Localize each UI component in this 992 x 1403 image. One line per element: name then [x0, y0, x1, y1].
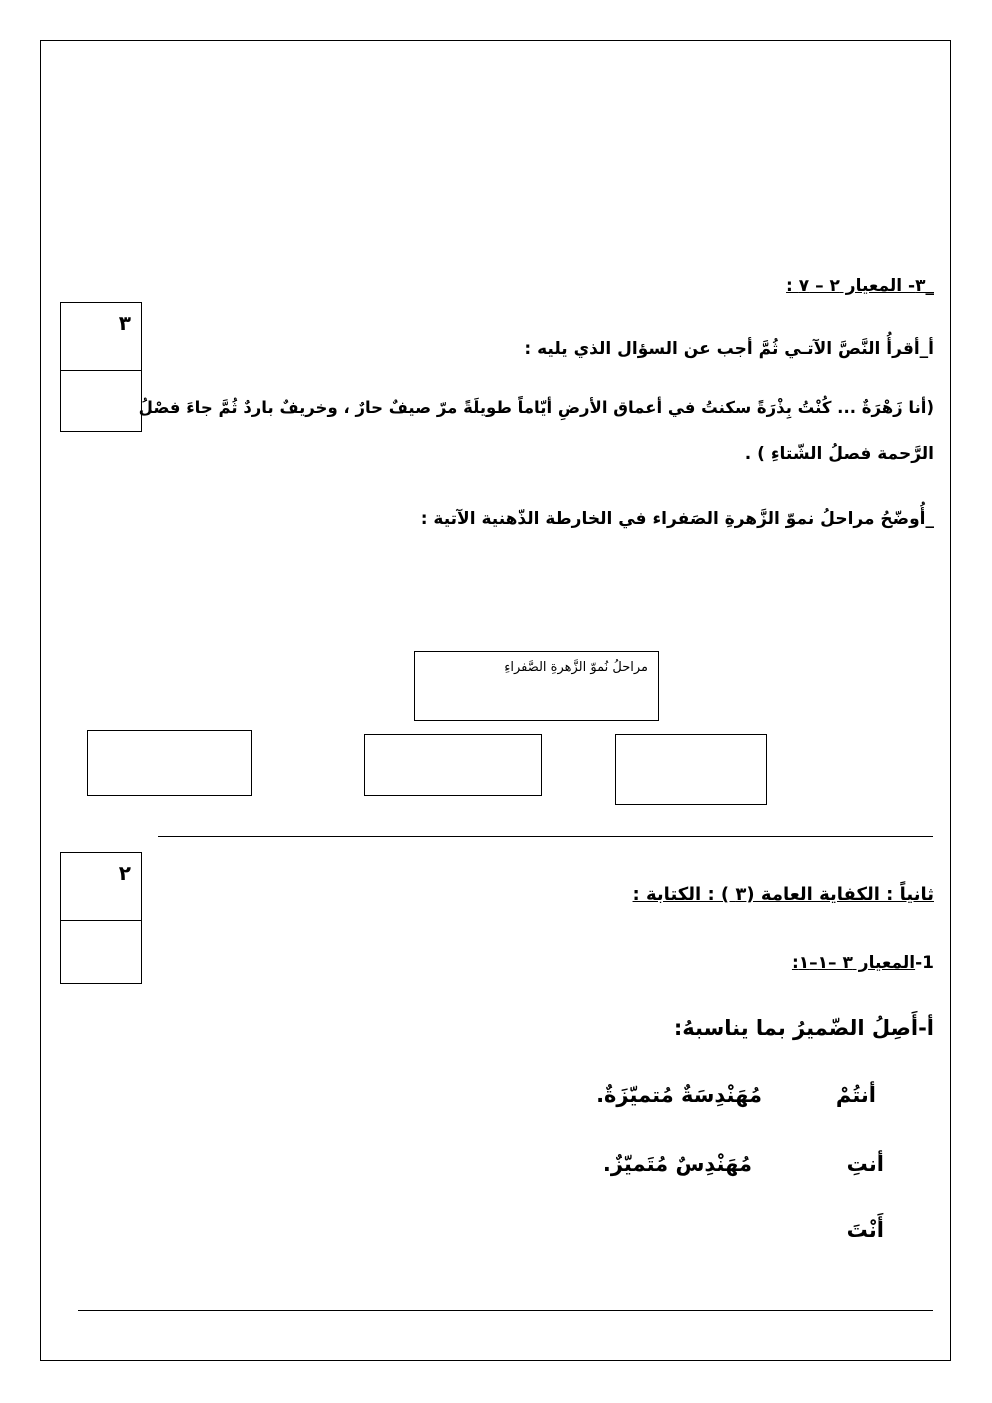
mindmap-center-label: مراحلُ نُموّ الزَّهرةِ الصَّفراءِ: [504, 660, 648, 675]
match-item: مُهَنْدِسٌ مُتَميّزٌ.: [602, 1152, 752, 1176]
passage-line-1: (أنا زَهْرَةٌ ... كُنْتُ بِذْرَةً سكنتُ في أعماق الأرضِ أيّاماً طويلَةً مرّ صيفٌ حارٌ ، وخريفٌ باردٌ ثُمَّ جاءَ فصْلُ: [138, 398, 934, 417]
section3-header: _٣- المعيار ٢ – ٧ :: [786, 276, 934, 296]
score-box-section3: [60, 302, 142, 432]
pronoun-item: أنتِ: [846, 1152, 884, 1176]
mindmap-answer-box-middle[interactable]: [364, 734, 542, 796]
standard-number: 1-: [915, 953, 934, 973]
pronoun-item: أنتُمْ: [835, 1083, 876, 1107]
mindmap-question: _أُوضّحُ مراحلُ نموّ الزَّهرةِ الصَفراء في الخارطة الذّهنية الآتية :: [420, 509, 934, 529]
reading-instruction: أ_أقرأُ النَّصَّ الآتـي ثُمَّ أجب عن السؤال الذي يليه :: [524, 339, 934, 359]
match-item: مُهَنْدِسَةٌ مُتميّزَةٌ.: [596, 1083, 762, 1107]
standard-line: [792, 953, 934, 973]
pronoun-item: أَنْتَ: [846, 1218, 884, 1242]
standard-label: المعيار ٣ –١–١:: [791, 953, 916, 973]
divider-line-1: [158, 836, 933, 837]
mindmap-answer-box-right[interactable]: [615, 734, 767, 805]
score-blank-cell: [61, 921, 141, 983]
writing-section-title: ثانياً : الكفاية العامة (٣ ) : الكتابة :: [632, 884, 934, 905]
passage-line-2: الرَّحمة فصلُ الشّتاءِ ) .: [744, 444, 934, 464]
score-blank-cell: [61, 371, 141, 431]
mindmap-center-box: [414, 651, 659, 721]
score-box-writing: [60, 852, 142, 984]
mindmap-answer-box-left[interactable]: [87, 730, 252, 796]
divider-line-2: [78, 1310, 933, 1311]
score-value: ٢: [61, 853, 141, 921]
matching-instruction: أ-أَصِلُ الضّميرُ بما يناسبهُ:: [673, 1016, 934, 1040]
score-value: ٣: [61, 303, 141, 371]
